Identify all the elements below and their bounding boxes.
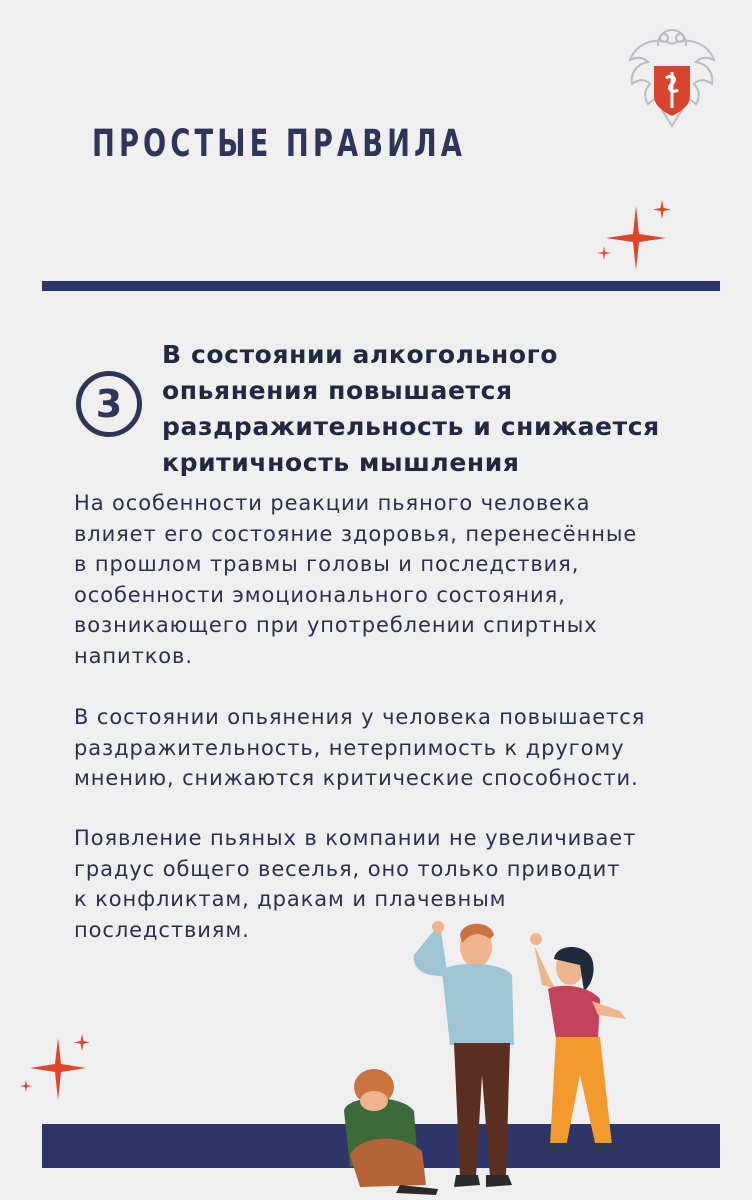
sparkle-icon xyxy=(594,198,678,274)
paragraph-1: На особенности реакции пьяного человека влияет его состояние здоровья, перенесённые в прошлом травмы головы и последствия, особенности эмоционального состояния, возникающего при употреблении спиртных напитков. xyxy=(74,491,638,668)
divider-bar xyxy=(42,281,720,291)
rule-number-badge: 3 xyxy=(76,371,142,437)
people-conflict-illustration xyxy=(330,915,660,1197)
emblem-eagle-icon xyxy=(624,26,720,130)
standing-man xyxy=(414,921,514,1187)
page-title: ПРОСТЫЕ ПРАВИЛА xyxy=(92,122,467,165)
shouting-woman xyxy=(530,933,626,1153)
sparkle-icon xyxy=(18,1030,98,1106)
sitting-person xyxy=(344,1069,438,1195)
paragraph-2: В состоянии опьянения у человека повышается раздражительность, нетерпимость к другому мнению, снижаются критические способности. xyxy=(74,705,646,790)
rule-heading: В состоянии алкогольного опьянения повышается раздражительность и снижается критичность мышления xyxy=(162,340,660,477)
paragraph-3: Появление пьяных в компании не увеличивает градус общего веселья, оно только приводит к конфликтам, дракам и плачевным последствиям. xyxy=(74,826,637,942)
